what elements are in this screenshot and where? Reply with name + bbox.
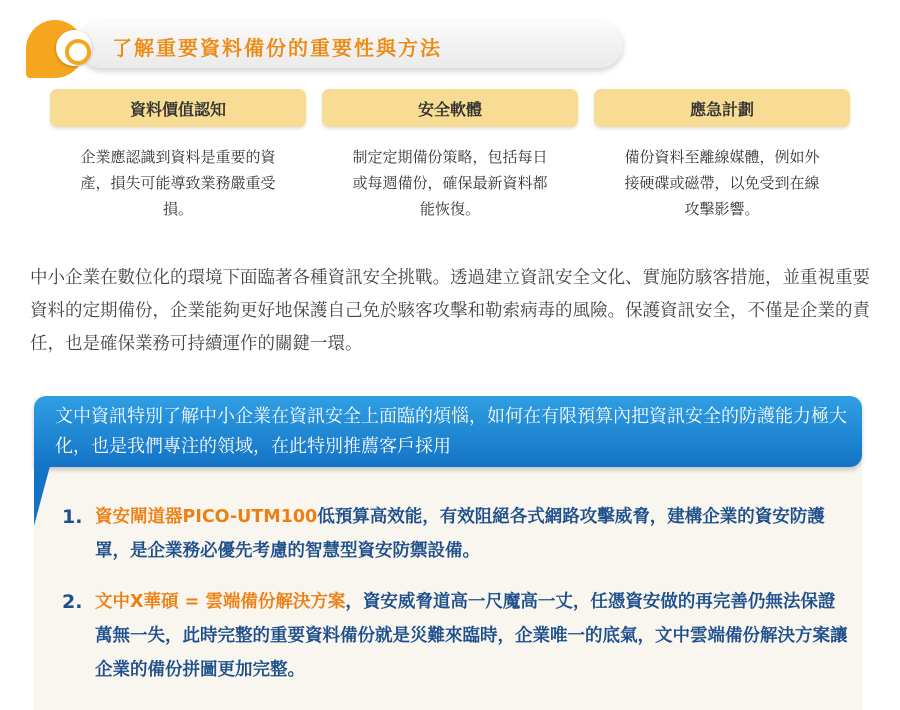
banner-text: 文中資訊特別了解中小企業在資訊安全上面臨的煩惱，如何在有限預算內把資訊安全的防護能力極大化，也是我們專注的領域，在此特別推薦客戶採用 <box>55 406 847 457</box>
banner-tail <box>34 466 50 526</box>
list-item <box>62 585 852 687</box>
product-highlight: 資安閘道器PICO-UTM100 <box>95 507 318 527</box>
card-title: 資料價值認知 <box>50 89 306 127</box>
card-body: 備份資料至離線媒體，例如外接硬碟或磁帶，以免受到在線攻擊影響。 <box>624 148 820 218</box>
list-description: 低預算高效能，有效阻絕各式網路攻擊威脅，建構企業的資安防護罩，是企業務必優先考慮的智慧型資安防禦設備。 <box>95 507 825 561</box>
list-text <box>95 500 852 568</box>
list-text <box>95 585 852 687</box>
card-security-software <box>322 89 578 222</box>
card-data-value <box>50 89 306 222</box>
list-number: 2. <box>62 591 83 613</box>
section-header <box>26 16 606 76</box>
card-body: 制定定期備份策略，包括每日或每週備份，確保最新資料都能恢復。 <box>352 148 548 218</box>
list-number: 1. <box>62 506 83 528</box>
list-item <box>62 500 852 568</box>
page-title: 了解重要資料備份的重要性與方法 <box>112 36 442 60</box>
product-highlight: 文中X華碩 = 雲端備份解決方案 <box>95 592 346 612</box>
list-description: ，資安威脅道高一尺魔高一丈，任憑資安做的再完善仍無法保證萬無一失，此時完整的重要資料備份就是災難來臨時，企業唯一的底氣，文中雲端備份解決方案讓企業的備份拼圖更加完整。 <box>95 592 848 680</box>
card-title: 應急計劃 <box>594 89 850 127</box>
card-emergency-plan <box>594 89 850 222</box>
speech-ring-icon <box>56 30 92 66</box>
recommendation-list <box>62 500 852 704</box>
card-title: 安全軟體 <box>322 89 578 127</box>
intro-paragraph: 中小企業在數位化的環境下面臨著各種資訊安全挑戰。透過建立資訊安全文化、實施防駭客措施，並重視重要資料的定期備份，企業能夠更好地保護自己免於駭客攻擊和勒索病毒的風險。保護資訊安全，不僅是企業的責任，也是確保業務可持續運作的關鍵一環。 <box>30 268 870 354</box>
card-body: 企業應認識到資料是重要的資產，損失可能導致業務嚴重受損。 <box>80 148 276 218</box>
